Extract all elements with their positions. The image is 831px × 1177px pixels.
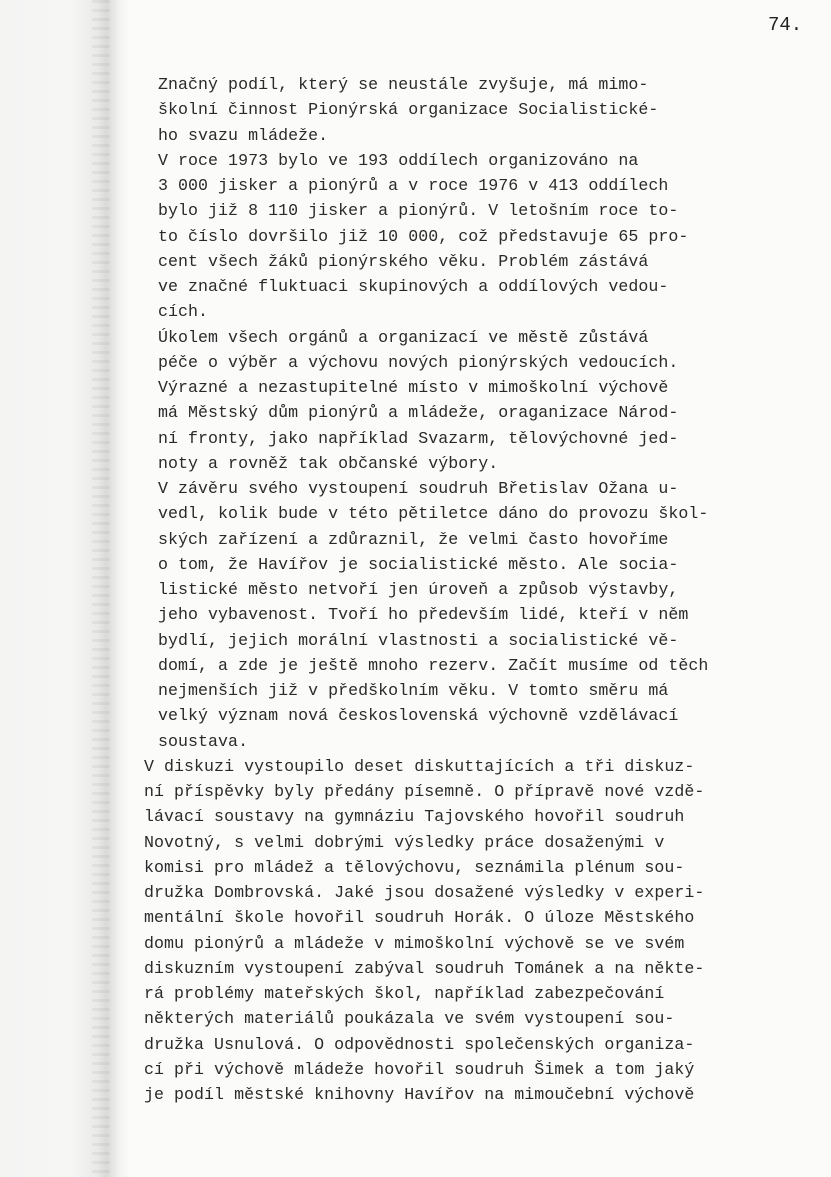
text-line: cent všech žáků pionýrského věku. Problém zástává xyxy=(158,251,649,271)
text-line: domí, a zde je ještě mnoho rezerv. Začít musíme od těch xyxy=(158,655,709,675)
text-line: vedl, kolik bude v této pětiletce dáno do provozu škol- xyxy=(158,504,709,524)
text-line: je podíl městské knihovny Havířov na mimoučební výchově xyxy=(144,1085,695,1104)
text-line: 3 000 jisker a pionýrů a v roce 1976 v 413 oddílech xyxy=(158,176,669,195)
text-line: noty a rovněž tak občanské výbory. xyxy=(158,453,499,473)
text-line: Novotný, s velmi dobrými výsledky práce dosaženými v xyxy=(144,832,665,852)
text-line: o tom, že Havířov je socialistické město. Ale socia- xyxy=(158,554,679,574)
document-body xyxy=(144,72,758,1107)
text-line: cí při výchově mládeže hovořil soudruh Šimek a tom jaký xyxy=(144,1059,695,1079)
text-line: V diskuzi vystoupilo deset diskuttajících a tři diskuz- xyxy=(144,756,695,776)
text-line: soustava. xyxy=(158,731,249,751)
scan-edge-shadow xyxy=(0,0,130,1177)
page-number: 74. xyxy=(768,14,803,36)
text-line: Výrazné a nezastupitelné místo v mimoškolní výchově xyxy=(158,378,669,397)
text-line: bydlí, jejich morální vlastnosti a socialistické vě- xyxy=(158,630,679,650)
text-line: ní příspěvky byly předány písemně. O přípravě nové vzdě- xyxy=(144,782,705,801)
text-line: Úkolem všech orgánů a organizací ve městě zůstává xyxy=(158,327,649,347)
text-line: má Městský dům pionýrů a mládeže, oraganizace Národ- xyxy=(158,403,679,423)
text-line: cích. xyxy=(158,302,209,322)
text-line: družka Usnulová. O odpovědnosti společenských organiza- xyxy=(144,1034,695,1054)
text-line: ve značné fluktuaci skupinových a oddílových vedou- xyxy=(158,277,669,296)
text-line: ní fronty, jako například Svazarm, tělovýchovné jed- xyxy=(158,428,679,448)
text-line: to číslo dovršilo již 10 000, což představuje 65 pro- xyxy=(158,226,689,246)
text-line: domu pionýrů a mládeže v mimoškolní výchově se ve svém xyxy=(144,933,685,953)
text-line: komisi pro mládež a tělovýchovu, seznámila plénum sou- xyxy=(144,857,685,877)
text-line: listické město netvoří jen úroveň a způsob výstavby, xyxy=(158,580,679,599)
text-line: nejmenších již v předškolním věku. V tomto směru má xyxy=(158,681,669,700)
text-line: velký význam nová československá výchovně vzdělávací xyxy=(158,706,679,726)
text-line: V roce 1973 bylo ve 193 oddílech organizováno na xyxy=(158,150,639,170)
text-line: diskuzním vystoupení zabýval soudruh Tománek a na někte- xyxy=(144,958,705,978)
text-line: péče o výběr a výchovu nových pionýrských vedoucích. xyxy=(158,352,679,372)
text-line: ských zařízení a zdůraznil, že velmi často hovoříme xyxy=(158,529,669,549)
text-line: školní činnost Pionýrská organizace Socialistické- xyxy=(158,100,659,120)
text-line: ho svazu mládeže. xyxy=(158,125,329,145)
text-line: V závěru svého vystoupení soudruh Břetislav Ožana u- xyxy=(158,479,679,498)
text-line: jeho vybavenost. Tvoří ho především lidé, kteří v něm xyxy=(158,605,689,625)
scan-edge-texture xyxy=(92,0,110,1177)
text-line: lávací soustavy na gymnáziu Tajovského hovořil soudruh xyxy=(144,807,685,827)
text-line: družka Dombrovská. Jaké jsou dosažené výsledky v experi- xyxy=(144,883,705,902)
text-line: některých materiálů poukázala ve svém vystoupení sou- xyxy=(144,1009,675,1029)
text-line: Značný podíl, který se neustále zvyšuje, má mimo- xyxy=(158,75,649,94)
text-line: rá problémy mateřských škol, například zabezpečování xyxy=(144,984,665,1003)
text-line: mentální škole hovořil soudruh Horák. O úloze Městského xyxy=(144,908,695,928)
text-line: bylo již 8 110 jisker a pionýrů. V letošním roce to- xyxy=(158,201,679,221)
